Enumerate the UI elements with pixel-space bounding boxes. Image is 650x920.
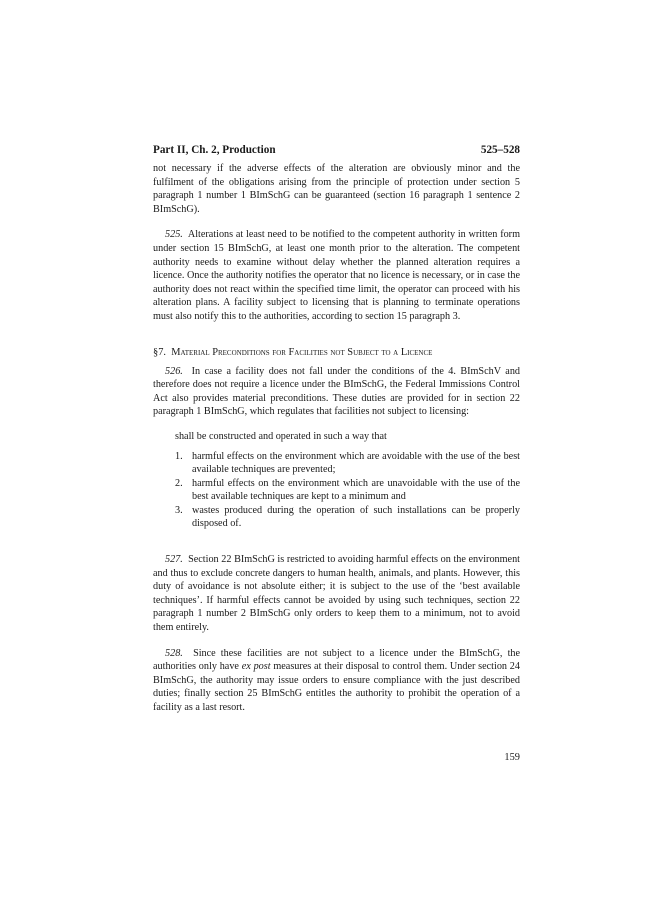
list-marker: 3. [175,504,183,516]
list-item-text: harmful effects on the environment which are avoidable with the use of the best available techniques are prevented; [192,450,520,476]
header-margin-numbers: 525–528 [480,144,520,156]
paragraph-528-text-after: measures at their disposal to control them. Under section 24 BImSchG, the authority may issue orders to ensure compliance with the just described duties; finally section 25 BImSchG entitles the authority to prohibit the operation of a facility as a last resort. [153,661,520,713]
paragraph-528 [153,647,520,715]
list-marker: 2. [175,477,183,489]
list-item-text: harmful effects on the environment which are unavoidable with the use of the best available techniques are kept to a minimum and [192,477,520,503]
statute-quote-intro: shall be constructed and operated in such a way that [175,430,387,442]
paragraph-525 [153,228,520,323]
paragraph-number-527: 527. [165,554,183,566]
list-marker: 1. [175,450,183,462]
section-title: Material Preconditions for Facilities not Subject to a Licence [171,346,433,358]
statute-quote-list [153,450,520,532]
paragraph-525-text: Alterations at least need to be notified to the competent authority in written form under section 15 BImSchG, at least one month prior to the alteration. The competent authority needs to examine without delay whether the planned alteration requires a licence. Once the authority notifies the operator that no licence is necessary, or in case the authority does not react within the specified time limit, the operator can proceed with his alteration plans. A facility subject to licensing that is planning to terminate operations must also notify this to the authorities, according to section 15 paragraph 3. [153,229,520,322]
section-heading [153,346,520,360]
paragraph-528-italic-term: ex post [241,661,271,673]
paragraph-527-text: Section 22 BImSchG is restricted to avoiding harmful effects on the environment and thus to exclude concrete dangers to human health, animals, and plants. However, this duty of avoidance is not absolute either; it is subject to the use of the ‘best available techniques’. If harmful effects cannot be avoided by using such techniques, section 22 paragraph 1 number 2 BImSchG only orders to keep them to a minimum, not to avoid them entirely. [153,554,520,634]
page-number: 159 [504,752,520,763]
document-page [153,143,521,763]
running-header [153,143,520,158]
paragraph-528-text-before: Since these facilities are not subject to a licence under the BImSchG, the authorities only have [153,647,521,673]
section-label: §7. [153,346,166,358]
paragraph-number-528: 528. [165,647,183,659]
paragraph-continuation: not necessary if the adverse effects of the alteration are obviously minor and the fulfilment of the obligations arising from the principle of protection under section 5 paragraph 1 number 1 BImSchG can be guaranteed (section 16 paragraph 1 sentence 2 BImSchG). [153,163,520,215]
list-item-text: wastes produced during the operation of such installations can be properly disposed of. [192,504,520,530]
list-item [175,477,520,504]
list-item [175,450,520,477]
list-item [175,504,520,531]
paragraph-number-525: 525. [165,229,183,241]
paragraph-526 [153,365,520,419]
paragraph-number-526: 526. [165,365,183,377]
paragraph-526-text: In case a facility does not fall under the conditions of the 4. BImSchV and therefore does not require a licence under the BImSchG, the Federal Immissions Control Act also provides material preconditions. These duties are provided for in section 22 paragraph 1 BImSchG, which regulates that facilities not subject to licensing: [153,365,521,418]
paragraph-527 [153,553,520,635]
header-chapter-title: Part II, Ch. 2, Production [153,144,276,156]
